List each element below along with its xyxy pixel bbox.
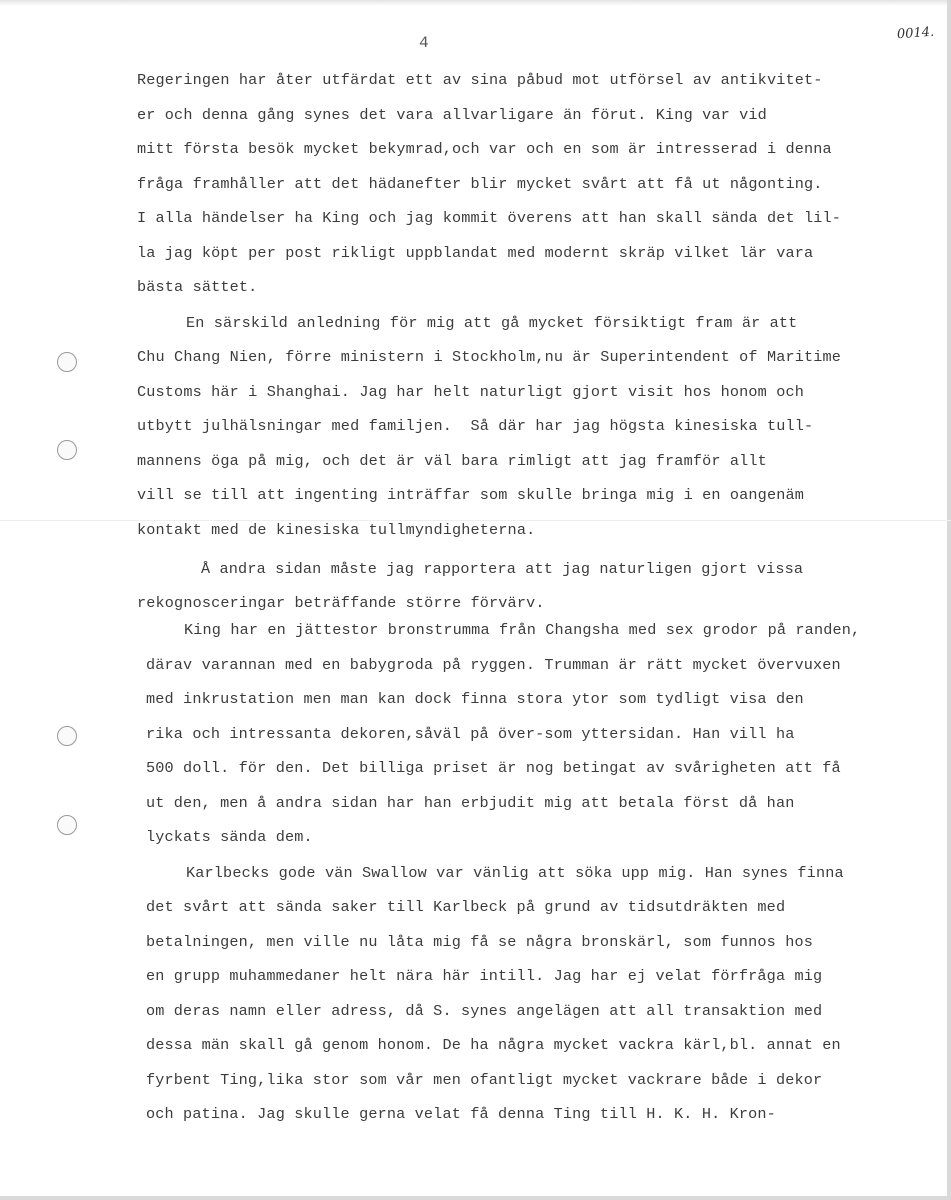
text-line: Regeringen har åter utfärdat ett av sina påbud mot utförsel av antikvitet- — [137, 71, 823, 89]
archive-number: 0014. — [896, 24, 935, 43]
text-line: Customs här i Shanghai. Jag har helt naturligt gjort visit hos honom och — [137, 383, 805, 401]
text-line: ut den, men å andra sidan har han erbjudit mig att betala först då han — [146, 794, 795, 812]
page-number: 4 — [419, 34, 429, 52]
text-line: Chu Chang Nien, förre ministern i Stockholm,nu är Superintendent of Maritime — [137, 348, 842, 366]
text-line: bästa sättet. — [137, 278, 258, 296]
text-line: mannens öga på mig, och det är väl bara rimligt att jag framför allt — [137, 452, 767, 470]
text-line: la jag köpt per post rikligt uppblandat med modernt skräp vilket lär vara — [137, 244, 814, 262]
page-top-shadow — [0, 0, 951, 6]
text-line: dessa män skall gå genom honom. De ha några mycket vackra kärl,bl. annat en — [146, 1036, 841, 1054]
text-line: kontakt med de kinesiska tullmyndigheterna. — [137, 521, 536, 539]
page-bottom-edge — [0, 1196, 951, 1200]
text-line: med inkrustation men man kan dock finna stora ytor som tydligt visa den — [146, 690, 804, 708]
text-line: I alla händelser ha King och jag kommit överens att han skall sända det lil- — [137, 209, 842, 227]
text-line: Karlbecks gode vän Swallow var vänlig att söka upp mig. Han synes finna — [186, 864, 844, 882]
punch-hole-2 — [57, 440, 77, 460]
page-right-edge — [947, 0, 951, 1200]
text-line: det svårt att sända saker till Karlbeck på grund av tidsutdräkten med — [146, 898, 786, 916]
text-line: utbytt julhälsningar med familjen. Så där har jag högsta kinesiska tull- — [137, 417, 814, 435]
punch-hole-1 — [57, 352, 77, 372]
punch-hole-4 — [57, 815, 77, 835]
text-line: lyckats sända dem. — [146, 828, 313, 846]
text-line: mitt första besök mycket bekymrad,och var och en som är intresserad i denna — [137, 140, 832, 158]
text-line: om deras namn eller adress, då S. synes angelägen att all transaktion med — [146, 1002, 823, 1020]
text-line: och patina. Jag skulle gerna velat få denna Ting till H. K. H. Kron- — [146, 1105, 776, 1123]
text-line: rekognosceringar beträffande större förvärv. — [137, 594, 545, 612]
text-line: rika och intressanta dekoren,såväl på över-som yttersidan. Han vill ha — [146, 725, 795, 743]
text-line: er och denna gång synes det vara allvarligare än förut. King var vid — [137, 106, 767, 124]
text-line: Å andra sidan måste jag rapportera att jag naturligen gjort vissa — [201, 560, 804, 578]
text-line: King har en jättestor bronstrumma från Changsha med sex grodor på randen, — [184, 621, 861, 639]
text-line: betalningen, men ville nu låta mig få se några bronskärl, som funnos hos — [146, 933, 814, 951]
text-line: En särskild anledning för mig att gå mycket försiktigt fram är att — [186, 314, 798, 332]
text-line: fråga framhåller att det hädanefter blir mycket svårt att få ut någonting. — [137, 175, 823, 193]
text-line: 500 doll. för den. Det billiga priset är nog betingat av svårigheten att få — [146, 759, 841, 777]
text-line: därav varannan med en babygroda på ryggen. Trumman är rätt mycket övervuxen — [146, 656, 841, 674]
punch-hole-3 — [57, 726, 77, 746]
text-line: en grupp muhammedaner helt nära här intill. Jag har ej velat förfråga mig — [146, 967, 823, 985]
text-line: vill se till att ingenting inträffar som skulle bringa mig i en oangenäm — [137, 486, 805, 504]
text-line: fyrbent Ting,lika stor som vår men ofantligt mycket vackrare både i dekor — [146, 1071, 823, 1089]
